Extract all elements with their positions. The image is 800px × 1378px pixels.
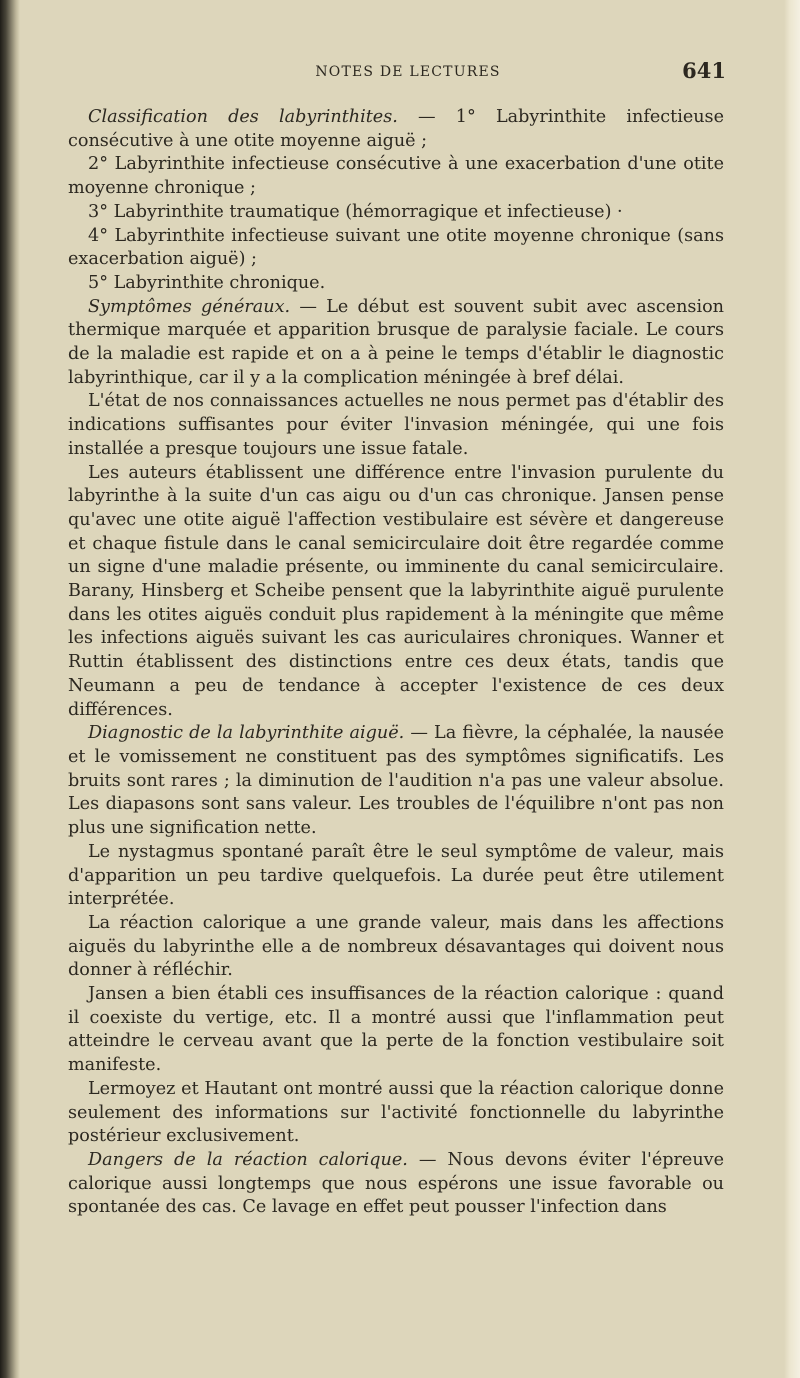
running-head [68, 58, 724, 94]
running-title: NOTES DE LECTURES [315, 64, 501, 80]
paragraph-text: 2° Labyrinthite infectieuse consécutive à une exacerbation d'une otite moyenne chronique ; [68, 154, 724, 199]
page-number: 641 [682, 58, 726, 83]
paragraph-text: La réaction calorique a une grande valeur, mais dans les affections aiguës du labyrinthe elle a de nombreux désavantages qui doivent nous donner à réfléchir. [68, 912, 724, 981]
paragraph [68, 912, 724, 983]
paragraph-text: 5° Labyrinthite chronique. [88, 272, 326, 293]
paragraph-text: L'état de nos connaissances actuelles ne nous permet pas d'établir des indications suffisantes pour éviter l'invasion méningée, qui une fois installée a presque toujours une issue fatale. [68, 391, 724, 459]
page-margin-edge [784, 0, 800, 1378]
paragraph-text: — La fièvre, la céphalée, la nausée et le vomissement ne constituent pas des symptômes significatifs. Les bruits sont rares ; la diminution de l'audition n'a pas une valeur absolue. Les diapasons sont sans valeur. Les troubles de l'équilibre n'ont pas non plus une signification nette. [68, 723, 724, 839]
paragraph [68, 841, 724, 912]
paragraph [68, 983, 724, 1078]
paragraph [68, 1149, 724, 1220]
paragraph [68, 462, 724, 723]
paragraph-text: Lermoyez et Hautant ont montré aussi que la réaction calorique donne seulement des informations sur l'activité fonctionnelle du labyrinthe postérieur exclusivement. [68, 1078, 724, 1147]
paragraph-heading: Diagnostic de la labyrinthite aiguë. [88, 723, 405, 744]
paragraph-heading: Dangers de la réaction calorique. [88, 1149, 408, 1170]
paragraph [68, 390, 724, 461]
paragraph [68, 1078, 724, 1149]
paragraph-text: Le nystagmus spontané paraît être le seul symptôme de valeur, mais d'apparition un peu tardive quelquefois. La durée peut être utilement interprétée. [68, 841, 724, 910]
book-page [68, 58, 724, 1220]
paragraph [68, 225, 724, 272]
paragraph-text: 3° Labyrinthite traumatique (hémorragique et infectieuse) · [88, 201, 623, 222]
paragraph [68, 722, 724, 841]
paragraph [68, 153, 724, 200]
body-text [68, 106, 724, 1220]
paragraph [68, 272, 724, 296]
paragraph-text: Jansen a bien établi ces insuffisances de la réaction calorique : quand il coexiste du vertige, etc. Il a montré aussi que l'inflammation peut atteindre le cerveau avant que la perte de la fonction vestibulaire soit manifeste. [68, 984, 724, 1076]
paragraph [68, 296, 724, 391]
paragraph-text: — Le début est souvent subit avec ascension thermique marquée et apparition brusque de paralysie faciale. Le cours de la maladie est rapide et on a à peine le temps d'établir le diagnostic labyrinthique, car il y a la complication méningée à bref délai. [68, 296, 724, 388]
paragraph-text: Les auteurs établissent une différence entre l'invasion purulente du labyrinthe à la suite d'un cas aigu ou d'un cas chronique. Jansen pense qu'avec une otite aiguë l'affection vestibulaire est sévère et dangereuse et chaque fistule dans le canal semicirculaire doit être regardée comme un signe d'une maladie présente, ou imminente du canal semicirculaire. Barany, Hinsberg et Scheibe pensent que la labyrinthite aiguë purulente dans les otites aiguës conduit plus rapidement à la méningite que même les infections aiguës suivant les cas auriculaires chroniques. Wanner et Ruttin établissent des distinctions entre ces deux états, tandis que Neumann a peu de tendance à accepter l'existence de ces deux différences. [68, 462, 724, 720]
page-binding-shadow [0, 0, 20, 1378]
paragraph-text: — 1° Labyrinthite infectieuse consécutive à une otite moyenne aiguë ; [68, 107, 725, 151]
paragraph-text: 4° Labyrinthite infectieuse suivant une otite moyenne chronique (sans exacerbation aiguë) ; [68, 225, 724, 270]
paragraph-heading: Symptômes généraux. [88, 296, 291, 317]
paragraph-heading: Classification des labyrinthites. [88, 107, 398, 127]
paragraph [68, 106, 724, 153]
paragraph-text: — Nous devons éviter l'épreuve calorique aussi longtemps que nous espérons une issue favorable ou spontanée des cas. Ce lavage en effet peut pousser l'infection dans [68, 1149, 724, 1218]
paragraph [68, 201, 724, 225]
